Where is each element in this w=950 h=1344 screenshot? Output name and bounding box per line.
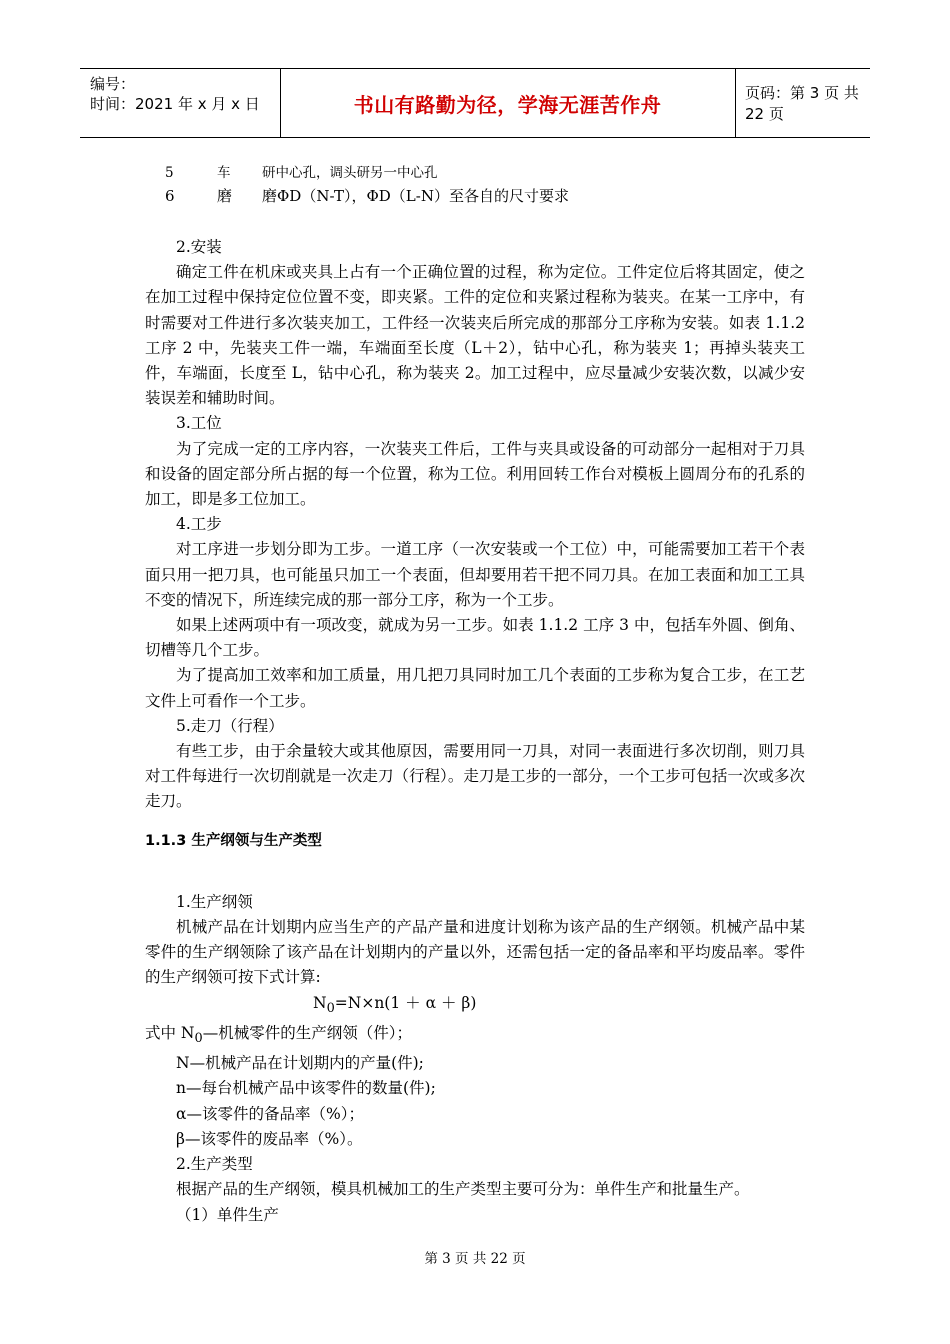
- document-body: [145, 235, 805, 1228]
- page-footer: 第 3 页 共 22 页: [424, 1251, 526, 1267]
- date-label: 时间：2021 年 x 月 x 日: [90, 95, 260, 113]
- paragraph-production-program: 机械产品在计划期内应当生产的产品产量和进度计划称为该产品的生产纲领。机械产品中某零件的生产纲领除了该产品在计划期内的产量以外，还需包括一定的备品率和平均废品率。零件的生产纲领可按下式计算:: [145, 918, 805, 987]
- section-heading-work-step: 4.工步: [176, 515, 222, 534]
- header-page-cell: [735, 69, 870, 137]
- section-heading-installation: 2.安装: [176, 238, 222, 256]
- paragraph-tool-pass: 有些工步，由于余量较大或其他原因，需要用同一刀具，对同一表面进行多次切削，则刀具对工件每进行一次切削就是一次走刀（行程）。走刀是工步的一部分，一个工步可包括一次或多次走刀。: [145, 742, 805, 811]
- production-formula: $N_0=N\times n(1 + \alpha + \beta)$: [313, 993, 477, 1016]
- paragraph-station: 为了完成一定的工序内容，一次装夹工件后，工件与夹具或设备的可动部分一起相对于刀具和设备的固定部分所占据的每一个位置，称为工位。利用回转工作台对模板上圆周分布的孔系的加工，即是多工位加工。: [145, 439, 805, 509]
- subheading-single-piece: （1）单件生产: [176, 1205, 279, 1224]
- step-description: 磨ΦD（N-T），ΦD（L-N）至各自的尺寸要求: [262, 187, 569, 205]
- step-name: 车: [217, 165, 231, 181]
- paragraph-production-type: 根据产品的生产纲领，模具机械加工的生产类型主要可分为：单件生产和批量生产。: [176, 1180, 750, 1199]
- header-motto-cell: [280, 69, 736, 137]
- formula-definition: β—该零件的废品率（%）。: [176, 1129, 363, 1148]
- motto-text: 书山有路勤为径，学海无涯苦作舟: [353, 92, 662, 117]
- paragraph-work-step-1: 对工序进一步划分即为工步。一道工序（一次安装或一个工位）中，可能需要加工若干个表面只用一把刀具，也可能虽只加工一个表面，但却要用若干把不同刀具。在加工表面和加工工具不变的情况下，所连续完成的那一部分工序，称为一个工步。: [145, 540, 805, 609]
- subheading-production-type: 2.生产类型: [176, 1155, 253, 1174]
- step-name: 磨: [217, 187, 233, 205]
- section-heading-tool-pass: 5.走刀（行程）: [176, 716, 284, 735]
- header-info-cell: [80, 69, 281, 137]
- formula-definition: α—该零件的备品率（%）；: [176, 1104, 364, 1123]
- paragraph-work-step-2: 如果上述两项中有一项改变，就成为另一工步。如表 1.1.2 工序 3 中，包括车外圆、倒角、切槽等几个工步。: [145, 616, 805, 660]
- formula-definition: n—每台机械产品中该零件的数量(件);: [176, 1079, 436, 1098]
- paragraph-installation: 确定工件在机床或夹具上占有一个正确位置的过程，称为定位。工件定位后将其固定，使之在加工过程中保持定位位置不变，即夹紧。工件的定位和夹紧过程称为装夹。在某一工序中，有时需要对工件进行多次装夹加工，工件经一次装夹后所完成的那部分工序称为安装。如表 1.1.2 工序 2 中，先装夹工件一端，车端面至长度（L＋2），钻中心孔，称为装夹 1；再掉头装夹工件，车端面，长度至 L，钻中心孔，称为装夹 2。加工过程中，应尽量减少安装次数，以减少安装误差和辅助时间。: [145, 263, 805, 408]
- section-heading-station: 3.工位: [176, 414, 222, 433]
- section-title-1-1-3: 1.1.3 生产纲领与生产类型: [145, 832, 322, 849]
- paragraph-work-step-3: 为了提高加工效率和加工质量，用几把刀具同时加工几个表面的工步称为复合工步，在工艺文件上可看作一个工步。: [145, 666, 805, 710]
- step-number: 6: [165, 187, 175, 205]
- page-header: [80, 68, 870, 138]
- formula-definition: N—机械产品在计划期内的产量(件);: [176, 1054, 424, 1073]
- process-step-row: [165, 185, 569, 206]
- step-description: 研中心孔，调头研另一中心孔: [262, 165, 438, 181]
- formula-definition: 式中 $N_0—$机械零件的生产纲领（件）；: [145, 1023, 412, 1047]
- step-number: 5: [165, 165, 174, 181]
- serial-label: 编号：: [90, 75, 136, 93]
- subheading-production-program: 1.生产纲领: [176, 892, 253, 911]
- process-step-row: [165, 161, 438, 181]
- page-number-info: 页码：第 3 页 共 22 页: [745, 84, 859, 123]
